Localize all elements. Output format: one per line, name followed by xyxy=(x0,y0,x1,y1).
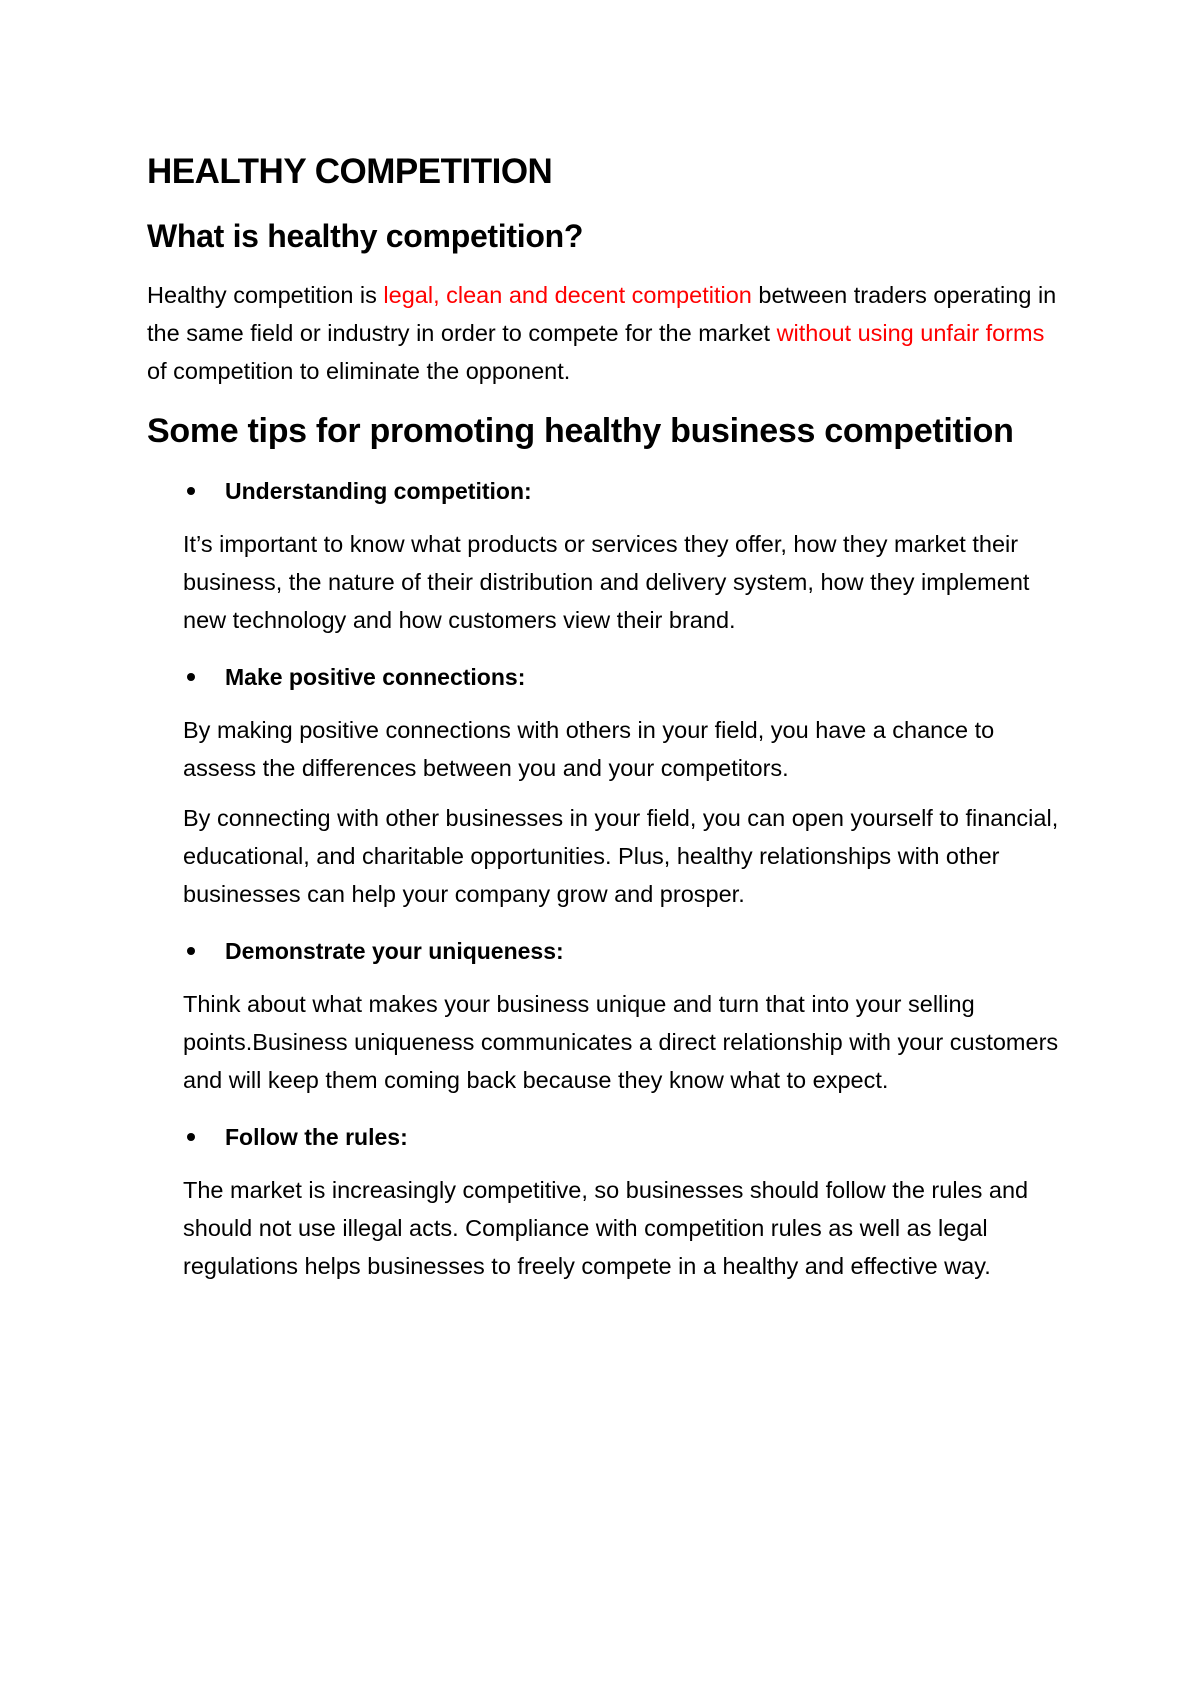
intro-text-3: of competition to eliminate the opponent. xyxy=(147,358,571,384)
tip-paragraph: Think about what makes your business unique and turn that into your selling points.Business uniqueness communicates a direct relationship with your customers and will keep them coming back because they know what to expect. xyxy=(183,991,1059,1093)
intro-paragraph xyxy=(147,276,1067,390)
tip-item xyxy=(147,935,1067,1099)
tip-header xyxy=(147,935,1067,967)
tip-paragraph: The market is increasingly competitive, so businesses should follow the rules and should not use illegal acts. Compliance with competition rules as well as legal regulations helps businesses to freely compete in a healthy and effective way. xyxy=(183,1177,1029,1279)
tip-title: Understanding competition: xyxy=(225,478,532,504)
intro-highlight-2: without using unfair forms xyxy=(776,320,1045,346)
tip-title: Make positive connections: xyxy=(225,664,526,690)
tip-header xyxy=(147,1121,1067,1153)
bullet-icon xyxy=(187,673,195,681)
tip-title: Demonstrate your uniqueness: xyxy=(225,938,564,964)
tip-item xyxy=(147,1121,1067,1285)
bullet-icon xyxy=(187,487,195,495)
tip-item xyxy=(147,661,1067,913)
tip-paragraph: It’s important to know what products or services they offer, how they market their business, the nature of their distribution and delivery system, how they implement new technology and how customers view their brand. xyxy=(183,531,1030,633)
tips-heading: Some tips for promoting healthy business competition xyxy=(147,412,1014,450)
tip-item xyxy=(147,475,1067,639)
intro-text-2: between traders operating in the same field or industry in order to compete for the market xyxy=(147,282,1057,346)
intro-highlight-1: legal, clean and decent competition xyxy=(383,282,752,308)
document-title: HEALTHY COMPETITION xyxy=(147,152,553,191)
tip-header xyxy=(147,661,1067,693)
tip-paragraph: By making positive connections with others in your field, you have a chance to assess the differences between you and your competitors. xyxy=(183,717,995,781)
tips-list xyxy=(147,475,1067,1285)
tip-paragraph: By connecting with other businesses in your field, you can open yourself to financial, educational, and charitable opportunities. Plus, healthy relationships with other businesses can help your company grow and prosper. xyxy=(183,805,1059,907)
tip-title: Follow the rules: xyxy=(225,1124,408,1150)
question-heading: What is healthy competition? xyxy=(147,218,584,254)
bullet-icon xyxy=(187,1133,195,1141)
bullet-icon xyxy=(187,947,195,955)
document-body xyxy=(147,150,1067,1285)
tip-header xyxy=(147,475,1067,507)
intro-text-1: Healthy competition is xyxy=(147,282,384,308)
